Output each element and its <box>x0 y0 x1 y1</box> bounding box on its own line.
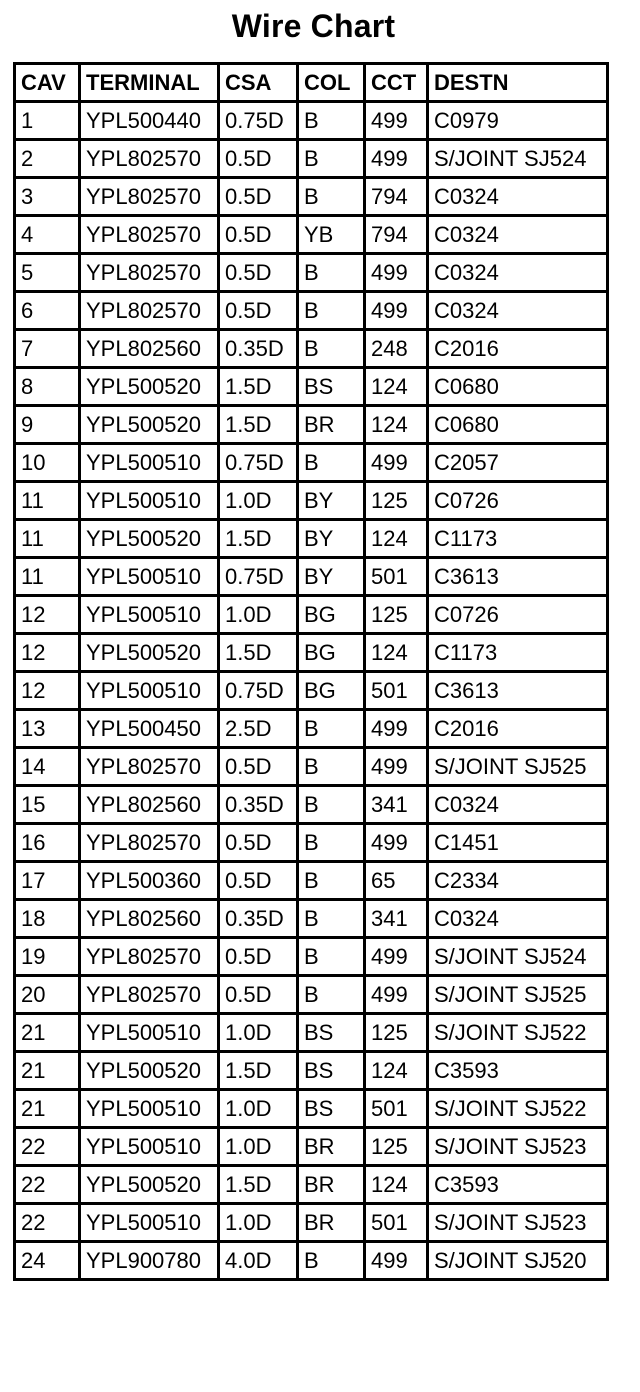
table-row <box>15 444 608 482</box>
cell-col: BG <box>298 672 365 710</box>
cell-destn: C2334 <box>428 862 608 900</box>
cell-cct: 499 <box>365 140 428 178</box>
cell-terminal: YPL500510 <box>80 1128 219 1166</box>
cell-destn: S/JOINT SJ525 <box>428 976 608 1014</box>
cell-cct: 499 <box>365 710 428 748</box>
cell-col: B <box>298 748 365 786</box>
cell-terminal: YPL500450 <box>80 710 219 748</box>
cell-cct: 65 <box>365 862 428 900</box>
cell-csa: 0.35D <box>219 330 298 368</box>
table-row <box>15 292 608 330</box>
cell-csa: 1.0D <box>219 596 298 634</box>
cell-csa: 0.5D <box>219 140 298 178</box>
cell-cav: 17 <box>15 862 80 900</box>
cell-cav: 7 <box>15 330 80 368</box>
cell-cav: 12 <box>15 596 80 634</box>
cell-terminal: YPL500520 <box>80 406 219 444</box>
cell-terminal: YPL802570 <box>80 178 219 216</box>
column-header-cct: CCT <box>365 64 428 102</box>
cell-destn: C1451 <box>428 824 608 862</box>
cell-terminal: YPL500360 <box>80 862 219 900</box>
cell-destn: S/JOINT SJ524 <box>428 938 608 976</box>
cell-destn: S/JOINT SJ522 <box>428 1090 608 1128</box>
cell-csa: 0.5D <box>219 976 298 1014</box>
table-header-row <box>15 64 608 102</box>
cell-col: BG <box>298 596 365 634</box>
cell-col: BR <box>298 406 365 444</box>
cell-cct: 124 <box>365 406 428 444</box>
cell-cav: 14 <box>15 748 80 786</box>
cell-terminal: YPL802560 <box>80 786 219 824</box>
cell-cct: 499 <box>365 292 428 330</box>
cell-cav: 9 <box>15 406 80 444</box>
cell-terminal: YPL500520 <box>80 634 219 672</box>
cell-cav: 20 <box>15 976 80 1014</box>
cell-terminal: YPL500520 <box>80 520 219 558</box>
cell-csa: 0.75D <box>219 444 298 482</box>
cell-cct: 499 <box>365 1242 428 1280</box>
table-row <box>15 1242 608 1280</box>
cell-csa: 1.0D <box>219 482 298 520</box>
page-title: Wire Chart <box>231 8 396 44</box>
column-header-col: COL <box>298 64 365 102</box>
cell-terminal: YPL500510 <box>80 1014 219 1052</box>
cell-csa: 0.5D <box>219 862 298 900</box>
cell-terminal: YPL802570 <box>80 216 219 254</box>
cell-destn: C1173 <box>428 520 608 558</box>
cell-cct: 794 <box>365 216 428 254</box>
cell-terminal: YPL802570 <box>80 824 219 862</box>
cell-csa: 0.35D <box>219 786 298 824</box>
cell-cct: 499 <box>365 444 428 482</box>
cell-cav: 18 <box>15 900 80 938</box>
cell-cav: 24 <box>15 1242 80 1280</box>
cell-col: BY <box>298 558 365 596</box>
cell-cav: 21 <box>15 1014 80 1052</box>
cell-col: B <box>298 1242 365 1280</box>
cell-terminal: YPL500510 <box>80 482 219 520</box>
table-row <box>15 140 608 178</box>
cell-cav: 11 <box>15 558 80 596</box>
cell-csa: 4.0D <box>219 1242 298 1280</box>
cell-cav: 21 <box>15 1090 80 1128</box>
cell-col: B <box>298 292 365 330</box>
cell-col: BR <box>298 1204 365 1242</box>
cell-cav: 11 <box>15 520 80 558</box>
cell-terminal: YPL802560 <box>80 330 219 368</box>
cell-cav: 19 <box>15 938 80 976</box>
cell-cav: 6 <box>15 292 80 330</box>
cell-csa: 0.75D <box>219 558 298 596</box>
cell-csa: 1.5D <box>219 1166 298 1204</box>
table-row <box>15 824 608 862</box>
cell-csa: 1.5D <box>219 1052 298 1090</box>
cell-csa: 0.5D <box>219 292 298 330</box>
cell-csa: 0.5D <box>219 938 298 976</box>
cell-cct: 124 <box>365 1166 428 1204</box>
cell-terminal: YPL500520 <box>80 1052 219 1090</box>
column-header-cav: CAV <box>15 64 80 102</box>
cell-cct: 501 <box>365 672 428 710</box>
table-row <box>15 938 608 976</box>
cell-destn: C2016 <box>428 330 608 368</box>
table-row <box>15 596 608 634</box>
cell-destn: C0680 <box>428 368 608 406</box>
cell-cav: 5 <box>15 254 80 292</box>
cell-csa: 0.5D <box>219 748 298 786</box>
cell-cav: 10 <box>15 444 80 482</box>
cell-csa: 0.75D <box>219 102 298 140</box>
table-row <box>15 330 608 368</box>
table-row <box>15 558 608 596</box>
table-row <box>15 1090 608 1128</box>
cell-cav: 15 <box>15 786 80 824</box>
cell-destn: S/JOINT SJ522 <box>428 1014 608 1052</box>
cell-destn: C0324 <box>428 786 608 824</box>
cell-cav: 4 <box>15 216 80 254</box>
cell-csa: 1.0D <box>219 1204 298 1242</box>
cell-cct: 499 <box>365 102 428 140</box>
cell-destn: C0726 <box>428 482 608 520</box>
cell-destn: C3613 <box>428 672 608 710</box>
column-header-terminal: TERMINAL <box>80 64 219 102</box>
cell-cct: 499 <box>365 254 428 292</box>
table-row <box>15 1128 608 1166</box>
table-row <box>15 634 608 672</box>
cell-cav: 22 <box>15 1204 80 1242</box>
cell-col: BS <box>298 1090 365 1128</box>
cell-destn: C2057 <box>428 444 608 482</box>
cell-cct: 125 <box>365 1128 428 1166</box>
cell-col: B <box>298 254 365 292</box>
cell-cav: 22 <box>15 1166 80 1204</box>
cell-col: BS <box>298 368 365 406</box>
cell-cct: 501 <box>365 1090 428 1128</box>
cell-col: BY <box>298 520 365 558</box>
table-row <box>15 1166 608 1204</box>
cell-cav: 11 <box>15 482 80 520</box>
table-row <box>15 482 608 520</box>
cell-col: B <box>298 102 365 140</box>
cell-destn: C2016 <box>428 710 608 748</box>
cell-destn: C0726 <box>428 596 608 634</box>
column-header-destn: DESTN <box>428 64 608 102</box>
cell-cct: 794 <box>365 178 428 216</box>
cell-destn: C3593 <box>428 1052 608 1090</box>
table-row <box>15 786 608 824</box>
cell-cav: 22 <box>15 1128 80 1166</box>
cell-cav: 2 <box>15 140 80 178</box>
cell-col: BR <box>298 1166 365 1204</box>
table-row <box>15 520 608 558</box>
cell-terminal: YPL500510 <box>80 444 219 482</box>
cell-terminal: YPL500440 <box>80 102 219 140</box>
cell-terminal: YPL500510 <box>80 672 219 710</box>
cell-terminal: YPL500510 <box>80 1204 219 1242</box>
cell-terminal: YPL802570 <box>80 140 219 178</box>
cell-destn: S/JOINT SJ523 <box>428 1128 608 1166</box>
cell-col: B <box>298 140 365 178</box>
table-row <box>15 1204 608 1242</box>
table-row <box>15 102 608 140</box>
cell-terminal: YPL802570 <box>80 938 219 976</box>
cell-cav: 8 <box>15 368 80 406</box>
cell-cct: 125 <box>365 1014 428 1052</box>
cell-csa: 2.5D <box>219 710 298 748</box>
table-row <box>15 1052 608 1090</box>
cell-csa: 1.0D <box>219 1014 298 1052</box>
cell-terminal: YPL802560 <box>80 900 219 938</box>
cell-cct: 248 <box>365 330 428 368</box>
cell-col: B <box>298 444 365 482</box>
cell-csa: 1.0D <box>219 1090 298 1128</box>
cell-terminal: YPL802570 <box>80 748 219 786</box>
cell-cct: 499 <box>365 976 428 1014</box>
table-row <box>15 406 608 444</box>
cell-destn: C0324 <box>428 254 608 292</box>
cell-cct: 501 <box>365 1204 428 1242</box>
table-row <box>15 862 608 900</box>
cell-csa: 1.5D <box>219 406 298 444</box>
table-row <box>15 1014 608 1052</box>
cell-cct: 501 <box>365 558 428 596</box>
cell-terminal: YPL500510 <box>80 1090 219 1128</box>
cell-cav: 12 <box>15 634 80 672</box>
cell-col: YB <box>298 216 365 254</box>
table-row <box>15 748 608 786</box>
cell-col: BY <box>298 482 365 520</box>
cell-col: B <box>298 862 365 900</box>
cell-cct: 125 <box>365 596 428 634</box>
cell-col: BS <box>298 1014 365 1052</box>
cell-cav: 3 <box>15 178 80 216</box>
cell-destn: S/JOINT SJ520 <box>428 1242 608 1280</box>
cell-cav: 21 <box>15 1052 80 1090</box>
cell-destn: C0324 <box>428 292 608 330</box>
table-row <box>15 976 608 1014</box>
table-row <box>15 368 608 406</box>
cell-cct: 499 <box>365 824 428 862</box>
cell-cct: 125 <box>365 482 428 520</box>
cell-destn: C0680 <box>428 406 608 444</box>
cell-csa: 0.35D <box>219 900 298 938</box>
cell-terminal: YPL500510 <box>80 558 219 596</box>
cell-destn: S/JOINT SJ523 <box>428 1204 608 1242</box>
cell-cct: 124 <box>365 1052 428 1090</box>
cell-cav: 16 <box>15 824 80 862</box>
table-row <box>15 672 608 710</box>
cell-cav: 1 <box>15 102 80 140</box>
cell-col: B <box>298 976 365 1014</box>
cell-csa: 1.5D <box>219 368 298 406</box>
wire-chart-table <box>13 62 609 1281</box>
cell-col: B <box>298 710 365 748</box>
cell-terminal: YPL500510 <box>80 596 219 634</box>
cell-terminal: YPL802570 <box>80 292 219 330</box>
table-row <box>15 254 608 292</box>
cell-terminal: YPL900780 <box>80 1242 219 1280</box>
cell-destn: S/JOINT SJ524 <box>428 140 608 178</box>
cell-cct: 124 <box>365 634 428 672</box>
cell-csa: 1.0D <box>219 1128 298 1166</box>
cell-col: B <box>298 330 365 368</box>
cell-csa: 0.5D <box>219 178 298 216</box>
cell-csa: 1.5D <box>219 520 298 558</box>
table-row <box>15 900 608 938</box>
cell-terminal: YPL500520 <box>80 368 219 406</box>
cell-col: BG <box>298 634 365 672</box>
cell-col: B <box>298 824 365 862</box>
cell-csa: 1.5D <box>219 634 298 672</box>
cell-terminal: YPL802570 <box>80 976 219 1014</box>
cell-destn: C1173 <box>428 634 608 672</box>
cell-terminal: YPL500520 <box>80 1166 219 1204</box>
cell-destn: C0324 <box>428 178 608 216</box>
cell-destn: C0324 <box>428 900 608 938</box>
cell-col: B <box>298 786 365 824</box>
cell-col: B <box>298 938 365 976</box>
cell-destn: C3613 <box>428 558 608 596</box>
table-body <box>15 102 608 1280</box>
cell-col: B <box>298 178 365 216</box>
cell-csa: 0.5D <box>219 216 298 254</box>
cell-terminal: YPL802570 <box>80 254 219 292</box>
cell-cct: 124 <box>365 368 428 406</box>
cell-col: BR <box>298 1128 365 1166</box>
cell-cct: 341 <box>365 786 428 824</box>
cell-cav: 13 <box>15 710 80 748</box>
cell-destn: C0979 <box>428 102 608 140</box>
cell-destn: C0324 <box>428 216 608 254</box>
cell-cct: 499 <box>365 938 428 976</box>
table-row <box>15 216 608 254</box>
cell-destn: S/JOINT SJ525 <box>428 748 608 786</box>
cell-col: BS <box>298 1052 365 1090</box>
column-header-csa: CSA <box>219 64 298 102</box>
cell-cct: 124 <box>365 520 428 558</box>
cell-cav: 12 <box>15 672 80 710</box>
cell-csa: 0.5D <box>219 824 298 862</box>
cell-cct: 499 <box>365 748 428 786</box>
cell-col: B <box>298 900 365 938</box>
cell-destn: C3593 <box>428 1166 608 1204</box>
cell-cct: 341 <box>365 900 428 938</box>
cell-csa: 0.75D <box>219 672 298 710</box>
table-row <box>15 178 608 216</box>
cell-csa: 0.5D <box>219 254 298 292</box>
table-row <box>15 710 608 748</box>
